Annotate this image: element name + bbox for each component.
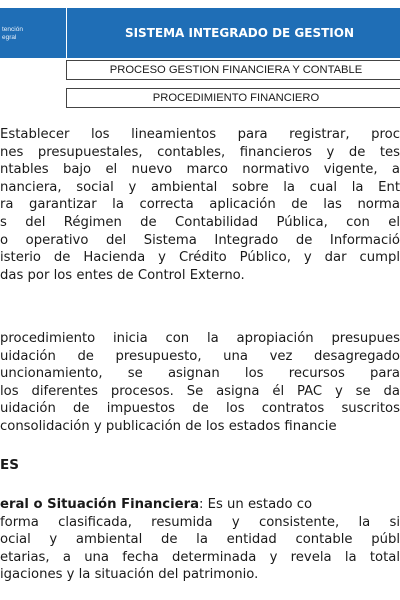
document-header (0, 0, 400, 112)
scope-paragraph (0, 330, 400, 436)
paragraph-line: ra garantizar la correcta aplicación de las norma (0, 197, 400, 213)
paragraph-line: etarias, a una fecha determinada y revela la total (0, 549, 400, 565)
paragraph-line: los diferentes procesos. Se asigna él PAC y se da (0, 383, 400, 399)
logo-text-line1: tención (2, 26, 23, 33)
section-heading: ES (0, 457, 19, 473)
paragraph-line: nes presupuestales, contables, financieros y de tes (0, 144, 400, 160)
paragraph-line: igaciones y la situación del patrimonio. (0, 567, 259, 583)
procedure-name: PROCEDIMIENTO FINANCIERO (66, 88, 400, 108)
paragraph-line: das por los entes de Control Externo. (0, 267, 245, 283)
definition-text-start: : Es un estado co (199, 497, 313, 512)
paragraph-line: Establecer los lineamientos para registrar, proc (0, 127, 400, 142)
paragraph-line: o operativo del Sistema Integrado de Informació (0, 232, 400, 248)
paragraph-line: uncionamiento, se asignan los recursos para (0, 366, 400, 382)
paragraph-line: nanciera, social y ambiental sobre la cual la Ent (0, 179, 400, 195)
organization-logo (0, 8, 66, 58)
process-name: PROCESO GESTION FINANCIERA Y CONTABLE (66, 60, 400, 80)
paragraph-line: ocial y ambiental de la entidad contable públ (0, 532, 400, 548)
paragraph-line: s del Régimen de Contabilidad Pública, con el (0, 214, 400, 230)
paragraph-line: forma clasificada, resumida y consistente, la si (0, 514, 400, 530)
definition-term: eral o Situación Financiera (0, 497, 199, 512)
definition-first-line (0, 496, 400, 514)
paragraph-line: uidación de presupuesto, una vez desagregado (0, 348, 400, 364)
paragraph-line: consolidación y publicación de los estados financie (0, 418, 337, 434)
definition-paragraph (0, 496, 400, 584)
objective-paragraph (0, 126, 400, 284)
paragraph-line: procedimiento inicia con la apropiación presupues (0, 331, 400, 346)
system-title: SISTEMA INTEGRADO DE GESTION (66, 8, 400, 58)
paragraph-line: isterio de Hacienda y Crédito Público, y dar cumpl (0, 250, 400, 266)
paragraph-line: ntables bajo el nuevo marco normativo vigente, a (0, 162, 400, 178)
paragraph-line: uidación de impuestos de los contratos suscritos (0, 401, 400, 417)
logo-text-line2: egral (2, 34, 17, 41)
